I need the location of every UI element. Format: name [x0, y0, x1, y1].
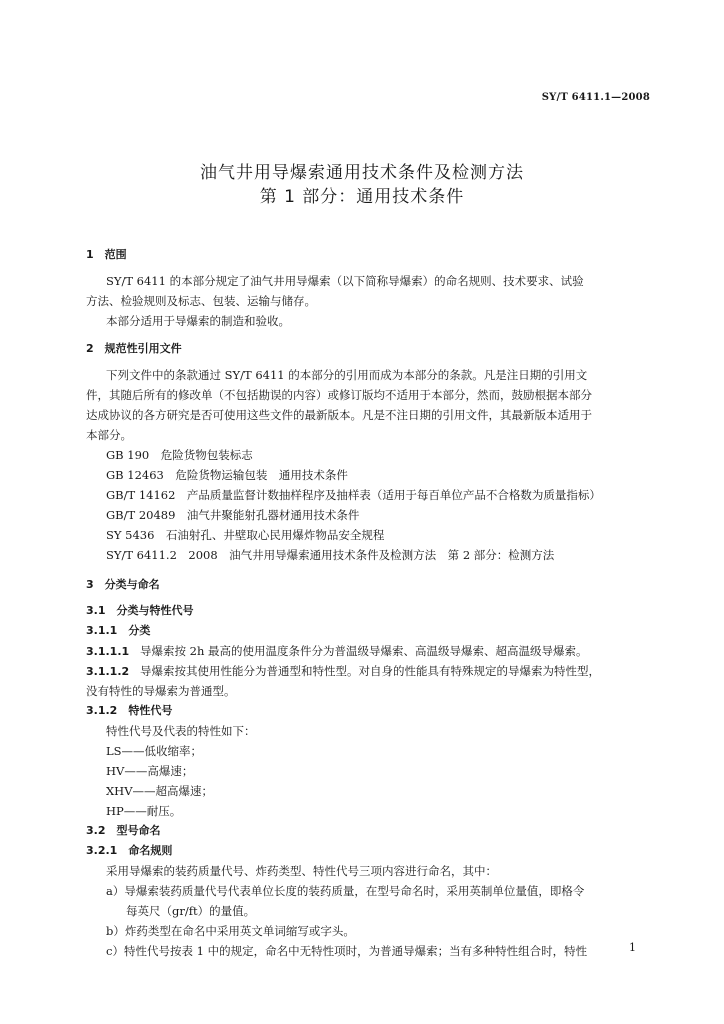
- section-heading: 1 范围: [86, 248, 127, 261]
- paragraph-line: 本部分。: [86, 428, 132, 442]
- section-heading: 2 规范性引用文件: [86, 342, 182, 355]
- paragraph-line: 没有特性的导爆索为普通型。: [86, 684, 236, 698]
- paragraph-line: 方法、检验规则及标志、包装、运输与储存。: [86, 294, 316, 308]
- page-number: 1: [629, 941, 636, 954]
- code-definition: HV——高爆速；: [106, 764, 194, 778]
- list-item: c）特性代号按表 1 中的规定，命名中无特性项时，为普通导爆索；当有多种特性组合时，特性: [106, 944, 588, 958]
- reference-item: GB/T 20489 油气井聚能射孔器材通用技术条件: [106, 508, 360, 522]
- paragraph-line: 本部分适用于导爆索的制造和验收。: [106, 314, 290, 328]
- reference-item: GB 190 危险货物包装标志: [106, 448, 253, 462]
- paragraph-line: 采用导爆索的装药质量代号、炸药类型、特性代号三项内容进行命名，其中：: [106, 864, 497, 878]
- clause-3-1-1-2: [86, 664, 600, 679]
- code-definition: LS——低收缩率；: [106, 744, 203, 758]
- list-item: a）导爆索装药质量代号代表单位长度的装药质量，在型号命名时，采用英制单位量值，即格令: [106, 884, 585, 898]
- list-item-continuation: 每英尺（gr/ft）的量值。: [126, 904, 256, 918]
- list-item: b）炸药类型在命名中采用英文单词缩写或字头。: [106, 924, 355, 938]
- clause-text: 导爆索按 2h 最高的使用温度条件分为普温级导爆索、高温级导爆索、超高温级导爆索。: [140, 644, 588, 658]
- document-subtitle: 第 1 部分：通用技术条件: [259, 187, 465, 207]
- paragraph-line: 达成协议的各方研究是否可使用这些文件的最新版本。凡是不注日期的引用文件，其最新版本适用于: [86, 408, 592, 422]
- paragraph-line: SY/T 6411 的本部分规定了油气井用导爆索（以下简称导爆索）的命名规则、技术要求、试验: [106, 274, 584, 288]
- clause-text: 导爆索按其使用性能分为普通型和特性型。对自身的性能具有特殊规定的导爆索为特性型，: [140, 664, 600, 678]
- reference-item: SY/T 6411.2 2008 油气井用导爆索通用技术条件及检测方法 第 2 部分：检测方法: [106, 548, 555, 562]
- clause-number: 3.1.1.2: [86, 665, 130, 678]
- section-heading: 3 分类与命名: [86, 578, 160, 591]
- code-definition: XHV——超高爆速；: [106, 784, 214, 798]
- reference-item: SY 5436 石油射孔、井壁取心民用爆炸物品安全规程: [106, 528, 385, 542]
- subsection-heading: 3.1 分类与特性代号: [86, 604, 194, 617]
- paragraph-line: 下列文件中的条款通过 SY/T 6411 的本部分的引用而成为本部分的条款。凡是注日期的引用文: [106, 368, 588, 382]
- subsection-heading: 3.1.2 特性代号: [86, 704, 173, 717]
- code-definition: HP——耐压。: [106, 804, 182, 818]
- clause-3-1-1-1: [86, 644, 588, 659]
- reference-item: GB 12463 危险货物运输包装 通用技术条件: [106, 468, 348, 482]
- subsection-heading: 3.1.1 分类: [86, 624, 151, 637]
- clause-number: 3.1.1.1: [86, 645, 130, 658]
- subsection-heading: 3.2.1 命名规则: [86, 844, 173, 857]
- document-title: 油气井用导爆索通用技术条件及检测方法: [200, 163, 524, 183]
- paragraph-line: 特性代号及代表的特性如下：: [106, 724, 256, 738]
- subsection-heading: 3.2 型号命名: [86, 824, 161, 837]
- reference-item: GB/T 14162 产品质量监督计数抽样程序及抽样表（适用于每百单位产品不合格数为质量指标）: [106, 488, 601, 502]
- standard-number: SY/T 6411.1—2008: [541, 92, 650, 103]
- paragraph-line: 件，其随后所有的修改单（不包括勘误的内容）或修订版均不适用于本部分，然而，鼓励根据本部分: [86, 388, 592, 402]
